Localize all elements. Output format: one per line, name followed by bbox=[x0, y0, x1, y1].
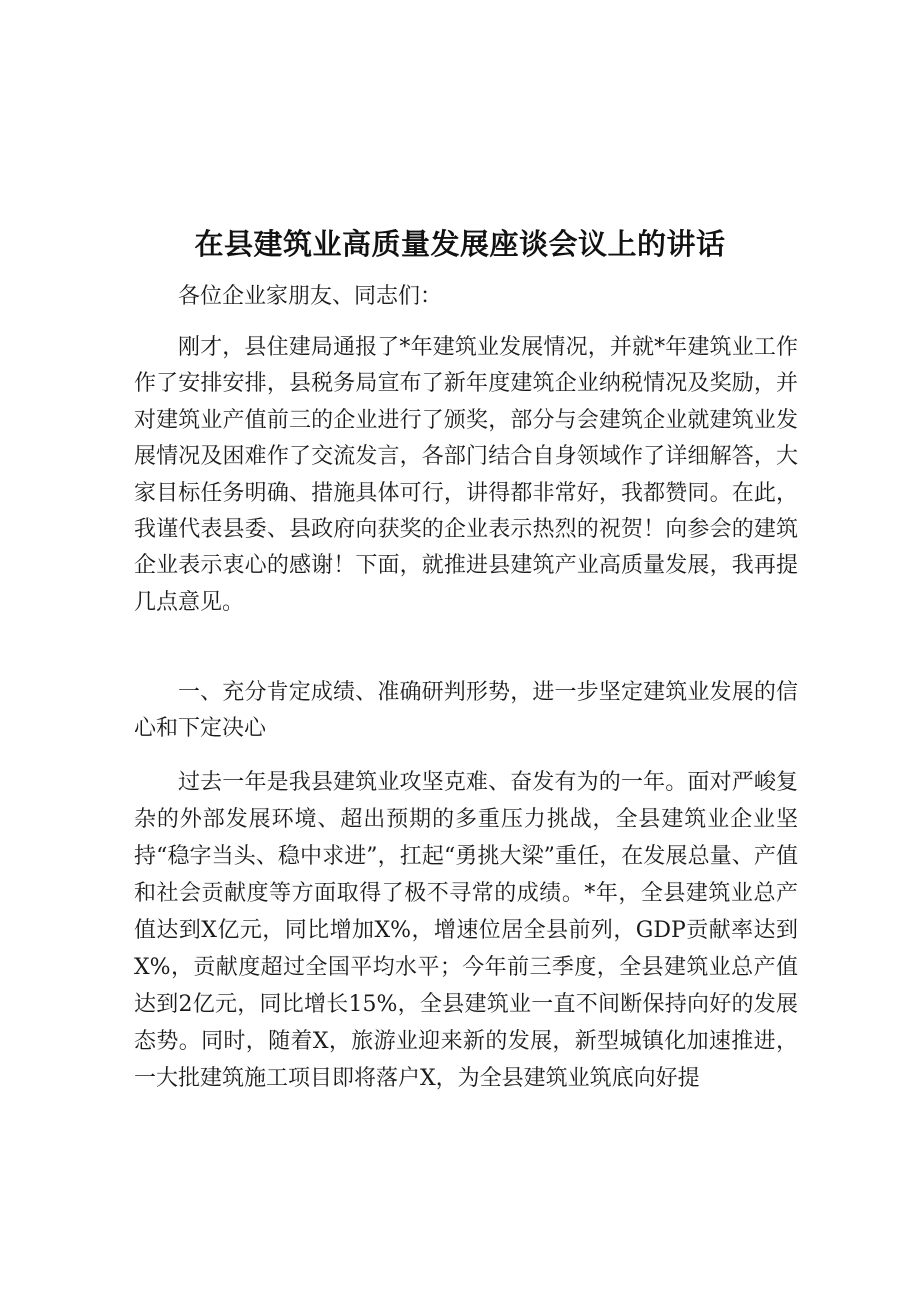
document-title: 在县建筑业高质量发展座谈会议上的讲话 bbox=[194, 227, 726, 261]
section-heading: 一、充分肯定成绩、准确研判形势，进一步坚定建筑业发展的信心和下定决心 bbox=[134, 680, 798, 741]
greeting: 各位企业家朋友、同志们： bbox=[178, 284, 443, 309]
paragraph-opening: 刚才，县住建局通报了*年建筑业发展情况，并就*年建筑业工作作了安排安排，县税务局宣布了新年度建筑企业纳税情况及奖励，并对建筑业产值前三的企业进行了颁奖，部分与会建筑企业就建筑业发展情况及困难作了交流发言，各部门结合自身领域作了详细解答，大家目标任务明确、措施具体可行，讲得都非常好，我都赞同。在此，我谨代表县委、县政府向获奖的企业表示热烈的祝贺！向参会的建筑企业表示衷心的感谢！下面，就推进县建筑产业高质量发展，我再提几点意见。 bbox=[134, 335, 798, 615]
paragraph-achievements: 过去一年是我县建筑业攻坚克难、奋发有为的一年。面对严峻复杂的外部发展环境、超出预期的多重压力挑战，全县建筑业企业坚持“稳字当头、稳中求进”，扛起“勇挑大梁”重任，在发展总量、产值和社会贡献度等方面取得了极不寻常的成绩。*年，全县建筑业总产值达到X亿元，同比增加X%，增速位居全县前列，GDP贡献率达到X%，贡献度超过全国平均水平；今年前三季度，全县建筑业总产值达到2亿元，同比增长15%，全县建筑业一直不间断保持向好的发展态势。同时，随着X，旅游业迎来新的发展，新型城镇化加速推进，一大批建筑施工项目即将落户X，为全县建筑业筑底向好提 bbox=[134, 770, 798, 1091]
